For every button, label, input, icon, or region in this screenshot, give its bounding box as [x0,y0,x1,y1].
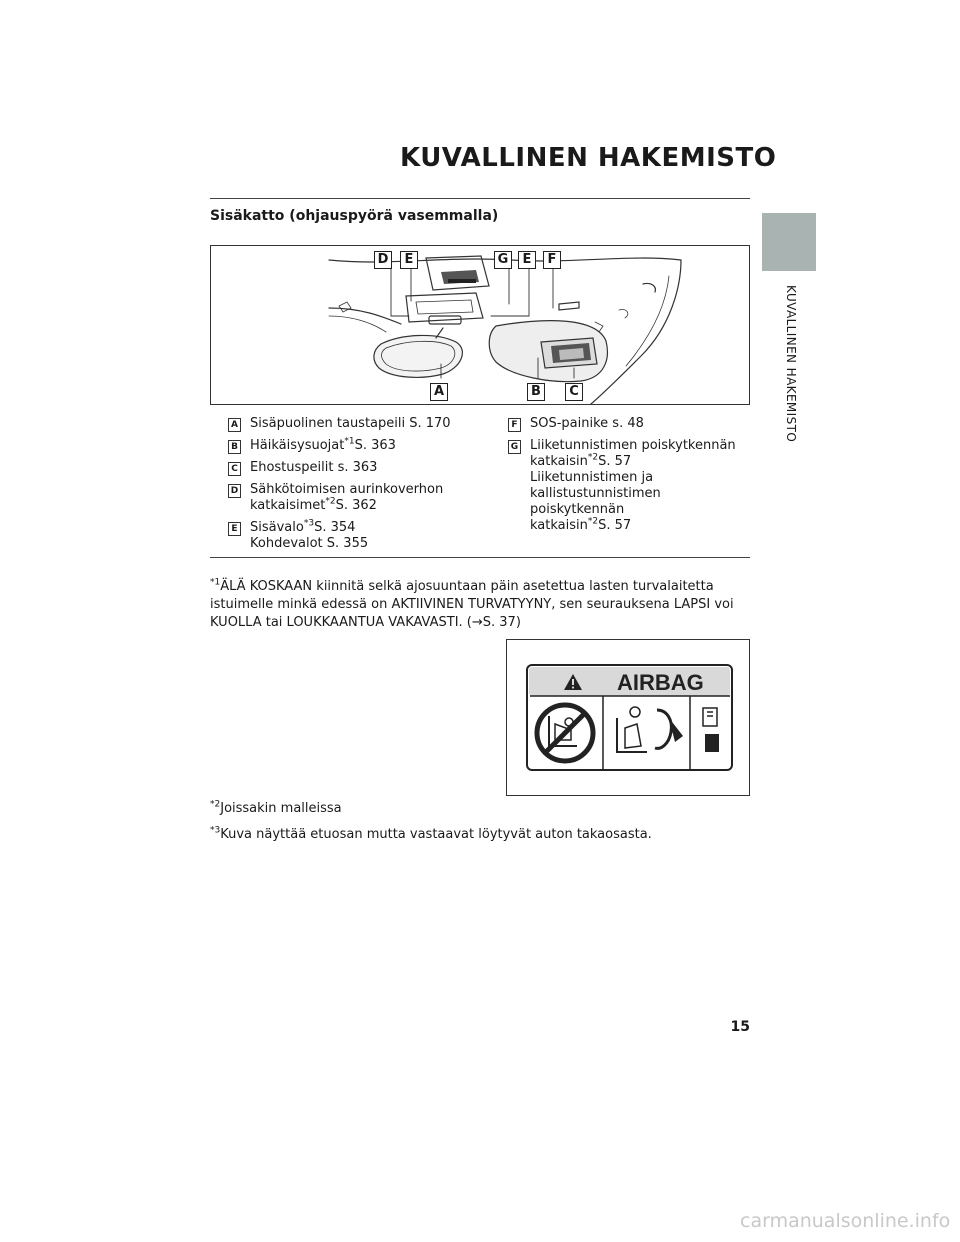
callout-c: C [565,383,583,401]
legend-text: Ehostuspeilit s. 363 [250,460,378,475]
footnote-2 [210,800,755,818]
legend-text: SOS-painike s. 48 [530,416,644,431]
legend-letter: C [228,462,241,476]
footnote-marker: *2 [210,799,221,810]
legend-letter: A [228,418,241,432]
footnote-3 [210,826,755,844]
legend-page-ref: S. 363 [354,438,396,453]
footnote-text: Joissakin malleissa [220,801,342,816]
footnote-marker: *1 [210,577,221,588]
footnote-marker: *3 [210,825,221,836]
legend-text: Sähkötoimisen aurinkoverhon katkaisimet [250,482,444,513]
legend-item-c [228,460,488,476]
callout-e: E [400,251,418,269]
section-heading: Sisäkatto (ohjauspyörä vasemmalla) [210,208,499,224]
legend-left [228,416,488,558]
watermark: carmanualsonline.info [740,1210,951,1232]
legend-page-ref: S. 57 Liiketunnistimen ja kallistustunnistimen poiskytkennän katkaisin [530,454,661,533]
legend-text: Häikäisysuojat [250,438,345,453]
callout-a: A [430,383,448,401]
legend-letter: F [508,418,521,432]
legend-item-a [228,416,488,432]
roof-console-drawing [211,246,750,405]
legend-item-d [228,482,488,514]
airbag-label-text: AIRBAG [617,670,704,695]
legend-letter: E [228,522,241,536]
footnote-ref: *3 [303,518,315,529]
legend-item-f [508,416,753,432]
page-title: KUVALLINEN HAKEMISTO [400,143,777,173]
legend-page-ref: S. 57 [598,518,632,533]
callout-b: B [527,383,545,401]
airbag-warning-figure [506,639,750,796]
legend-text: Sisäpuolinen taustapeili S. 170 [250,416,451,431]
legend-page-ref: S. 354 Kohdevalot S. 355 [250,520,369,551]
airbag-label-drawing [507,640,749,795]
footnote-1 [210,578,755,632]
footnote-text: ÄLÄ KOSKAAN kiinnitä selkä ajosuuntaan päin asetettua lasten turvalaitetta istuimelle minkä edessä on AKTIIVINEN TURVATYYNY, sen seurauksena LAPSI voi KUOLLA tai LOUKKAANTUA VAKAVASTI. (→S. 37) [210,579,734,630]
roof-console-illustration [210,245,750,405]
legend-item-e [228,520,488,552]
footnote-ref: *2 [587,452,599,463]
footnote-ref: *2 [325,496,336,507]
legend-item-b [228,438,488,454]
legend-letter: D [228,484,241,498]
callout-d: D [374,251,392,269]
legend-text: Sisävalo [250,520,304,535]
legend-item-g [508,438,753,534]
legend-letter: B [228,440,241,454]
header-rule [210,198,750,199]
legend-letter: G [508,440,521,454]
legend-rule [210,557,750,558]
callout-f: F [543,251,561,269]
chapter-tab-label: KUVALLINEN HAKEMISTO [784,285,798,443]
footnote-text: Kuva näyttää etuosan mutta vastaavat löytyvät auton takaosasta. [220,827,652,842]
legend-page-ref: S. 362 [335,498,377,513]
legend-right [508,416,753,540]
page-number: 15 [730,1019,750,1035]
callout-e-second: E [518,251,536,269]
footnote-ref: *1 [344,436,355,447]
chapter-tab [762,213,816,271]
legend-text: Liiketunnistimen poiskytkennän katkaisin [530,438,736,469]
footnote-ref: *2 [587,516,599,527]
callout-g: G [494,251,512,269]
